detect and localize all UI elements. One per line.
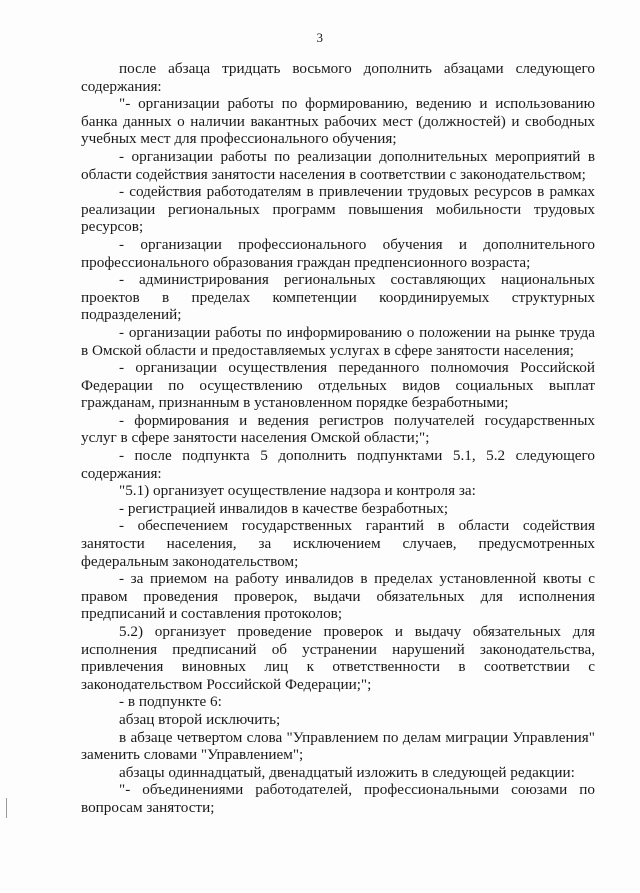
paragraph: - организации осуществления переданного полномочия Российской Федерации по осуществлению отдельных видов социальных выплат гражданам, признанным в установленном порядке безработными; [81, 359, 595, 412]
paragraph: - за приемом на работу инвалидов в пределах установленной квоты с правом проведения проверок, выдачи обязательных для исполнения предписаний и составления протоколов; [81, 570, 595, 623]
paragraph: - содействия работодателям в привлечении трудовых ресурсов в рамках реализации региональных программ повышения мобильности трудовых ресурсов; [81, 183, 595, 236]
paragraph: после абзаца тридцать восьмого дополнить абзацами следующего содержания: [81, 60, 595, 95]
scan-edge-mark [6, 798, 7, 818]
paragraph: абзац второй исключить; [119, 710, 281, 728]
paragraph: - организации работы по информированию о положении на рынке труда в Омской области и предоставляемых услугах в сфере занятости населения; [81, 323, 595, 359]
page-number: 3 [316, 30, 324, 45]
paragraph: абзацы одиннадцатый, двенадцатый изложить в следующей редакции: [119, 763, 575, 781]
paragraph: "- организации работы по формированию, ведению и использованию банка данных о наличии вакантных рабочих мест (должностей) и свободных учебных мест для профессионального обучения; [81, 95, 595, 148]
paragraph: - администрирования региональных составляющих национальных проектов в пределах компетенции координируемых структурных подразделений; [81, 271, 595, 324]
paragraph: - в подпункте 6: [119, 693, 222, 711]
paragraph: - организации профессионального обучения и дополнительного профессионального образования граждан предпенсионного возраста; [81, 235, 595, 271]
paragraph: - организации работы по реализации дополнительных мероприятий в области содействия занятости населения в соответствии с законодательством; [81, 147, 595, 183]
paragraph: 5.2) организует проведение проверок и выдачу обязательных для исполнения предписаний об устранении нарушений законодательства, привлечения виновных лиц к ответственности в соответствии с законодательством Российской Федерации;"; [81, 623, 595, 693]
paragraph: "- объединениями работодателей, профессиональными союзами по вопросам занятости; [81, 781, 595, 816]
paragraph: в абзаце четвертом слова "Управлением по делам миграции Управления" заменить словами "Управлением"; [81, 728, 595, 764]
paragraph: - формирования и ведения регистров получателей государственных услуг в сфере занятости населения Омской области;"; [81, 411, 595, 447]
document-body [81, 60, 595, 817]
paragraph: - обеспечением государственных гарантий в области содействия занятости населения, за исключением случаев, предусмотренных федеральным законодательством; [81, 517, 595, 570]
paragraph: - регистрацией инвалидов в качестве безработных; [119, 499, 449, 517]
paragraph: "5.1) организует осуществление надзора и контроля за: [119, 482, 476, 500]
paragraph: - после подпункта 5 дополнить подпунктами 5.1, 5.2 следующего содержания: [81, 447, 595, 482]
